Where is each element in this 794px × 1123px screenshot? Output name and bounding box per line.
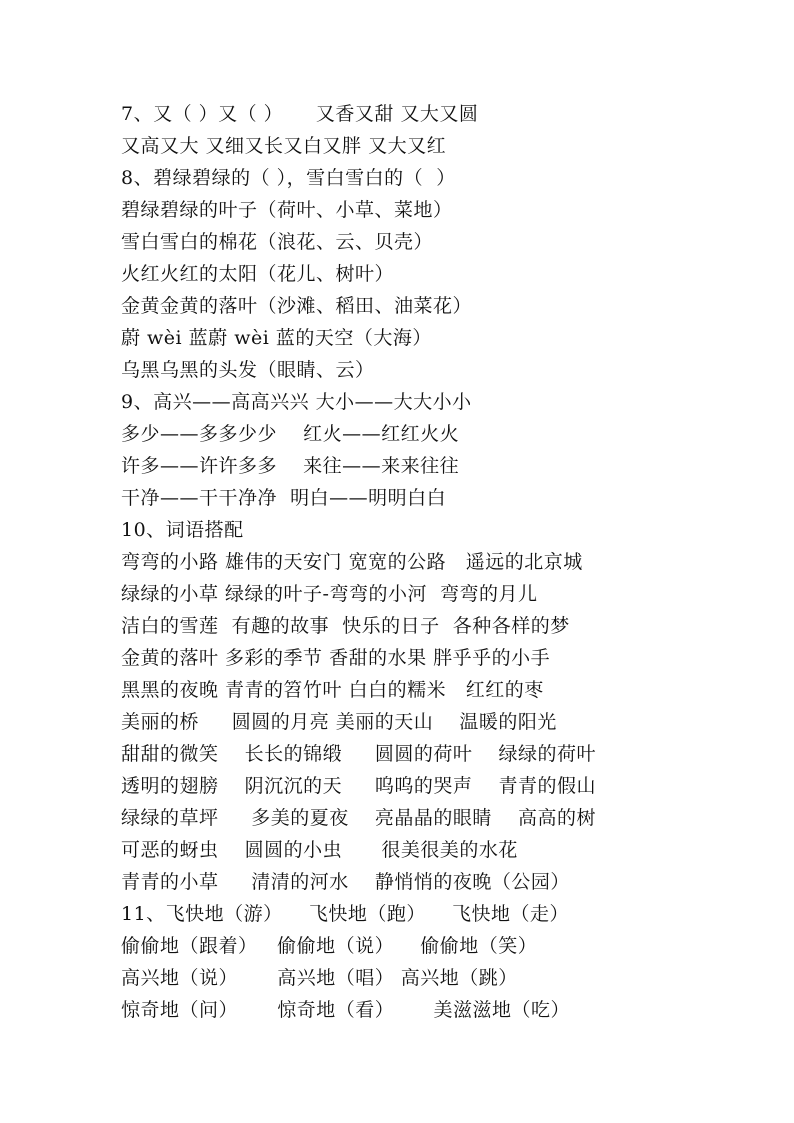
- text-line: 透明的翅膀 阴沉沉的天 呜呜的哭声 青青的假山: [121, 775, 597, 797]
- text-line: 金黄金黄的落叶（沙滩、稻田、油菜花）: [121, 295, 473, 317]
- text-line: 碧绿碧绿的叶子（荷叶、小草、菜地）: [121, 199, 453, 221]
- text-line: 金黄的落叶 多彩的季节 香甜的水果 胖乎乎的小手: [121, 647, 551, 669]
- text-line: 美丽的桥 圆圆的月亮 美丽的天山 温暖的阳光: [121, 711, 557, 733]
- text-line: 9、高兴——高高兴兴 大小——大大小小: [121, 391, 472, 413]
- text-line: 11、飞快地（游） 飞快地（跑） 飞快地（走）: [121, 903, 569, 925]
- text-line: 青青的小草 清清的河水 静悄悄的夜晚（公园）: [121, 871, 570, 893]
- text-line: 高兴地（说） 高兴地（唱） 高兴地（跳）: [121, 967, 518, 989]
- text-line: 黑黑的夜晚 青青的笤竹叶 白白的糯米 红红的枣: [121, 679, 544, 701]
- text-line: 又高又大 又细又长又白又胖 又大又红: [121, 135, 447, 157]
- text-line: 干净——干干净净 明白——明明白白: [121, 487, 447, 509]
- text-line: 偷偷地（跟着） 偷偷地（说） 偷偷地（笑）: [121, 935, 538, 957]
- text-line: 弯弯的小路 雄伟的天安门 宽宽的公路 遥远的北京城: [121, 551, 583, 573]
- text-line: 多少——多多少少 红火——红红火火: [121, 423, 460, 445]
- text-line: 绿绿的草坪 多美的夏夜 亮晶晶的眼睛 高高的树: [121, 807, 597, 829]
- text-line: 绿绿的小草 绿绿的叶子-弯弯的小河 弯弯的月儿: [121, 583, 538, 605]
- text-line: 乌黑乌黑的头发（眼睛、云）: [121, 359, 375, 381]
- text-line: 8、碧绿碧绿的（ ），雪白雪白的（ ）: [121, 167, 456, 189]
- text-line: 蔚 wèi 蓝蔚 wèi 蓝的天空（大海）: [121, 327, 432, 349]
- text-line: 7、又（ ）又（ ） 又香又甜 又大又圆: [121, 103, 479, 125]
- text-line: 雪白雪白的棉花（浪花、云、贝壳）: [121, 231, 434, 253]
- text-line: 惊奇地（问） 惊奇地（看） 美滋滋地（吃）: [121, 999, 570, 1021]
- text-line: 洁白的雪莲 有趣的故事 快乐的日子 各种各样的梦: [121, 615, 570, 637]
- text-line: 火红火红的太阳（花儿、树叶）: [121, 263, 395, 285]
- text-line: 许多——许许多多 来往——来来往往: [121, 455, 460, 477]
- text-line: 可恶的蚜虫 圆圆的小虫 很美很美的水花: [121, 839, 518, 861]
- document-body: [121, 98, 761, 1026]
- section-heading: 10、词语搭配: [121, 519, 244, 541]
- text-line: 甜甜的微笑 长长的锦缎 圆圆的荷叶 绿绿的荷叶: [121, 743, 597, 765]
